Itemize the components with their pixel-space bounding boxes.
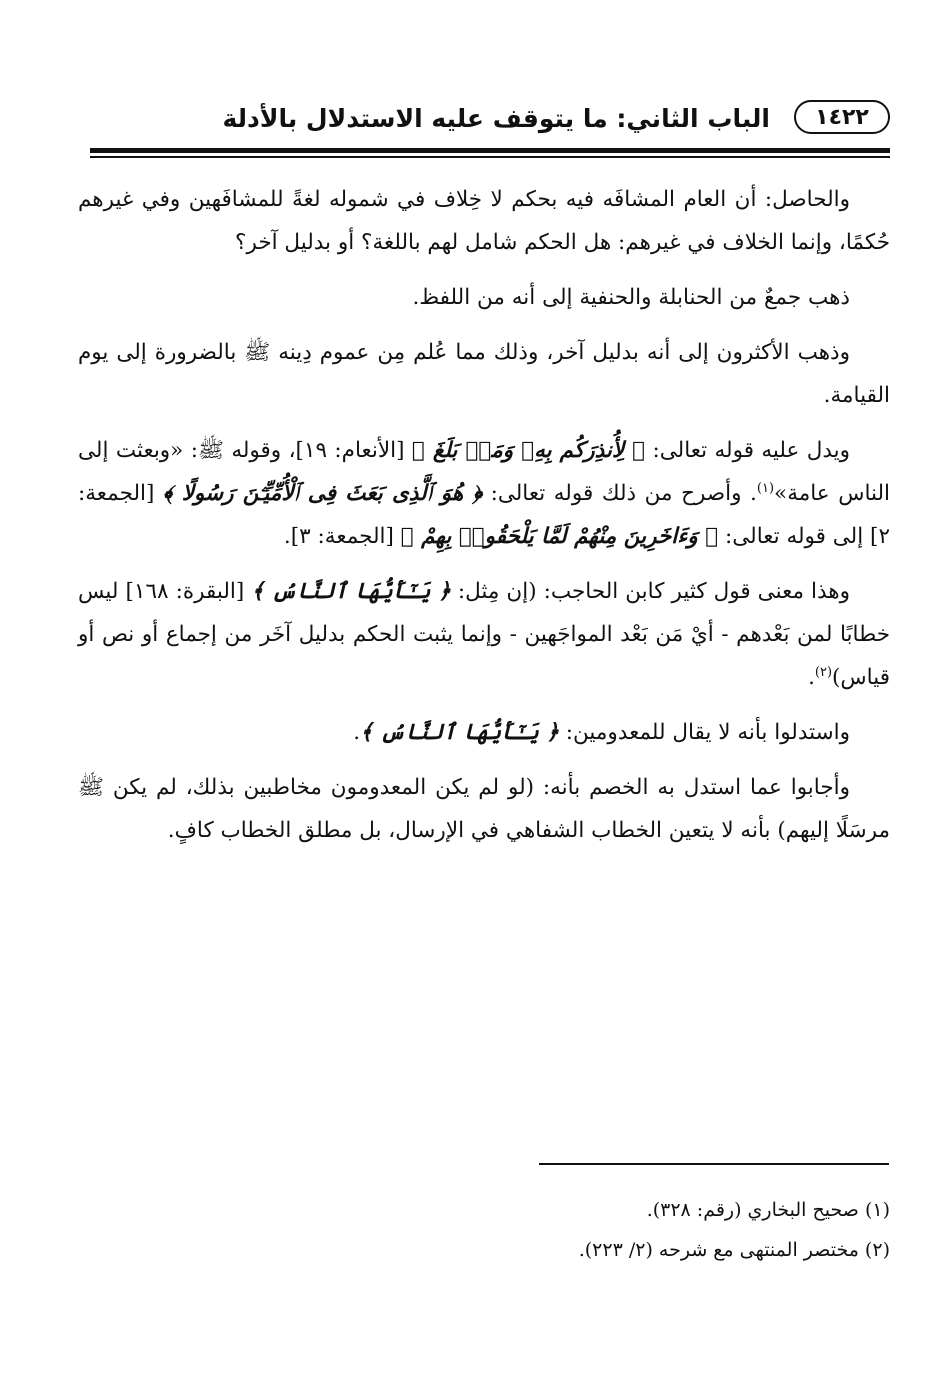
chapter-title: الباب الثاني: ما يتوقف عليه الاستدلال بالأدلة [222, 104, 770, 133]
footnote-item: (١) صحيح البخاري (رقم: ٣٢٨). [646, 1199, 890, 1221]
footnote-ref: (١) [756, 480, 775, 496]
footnotes [78, 1190, 890, 1270]
page-number-badge: ١٤٢٢ [794, 100, 890, 134]
text-run: . وأصرح من ذلك قوله تعالى: [481, 481, 757, 506]
quran-verse: ﴿ يَـٰٓأَيُّهَا ٱلنَّاسُ ﴾ [360, 720, 559, 745]
main-text [78, 178, 890, 864]
text-run: ويدل عليه قوله تعالى: [645, 438, 850, 463]
paragraph [78, 570, 890, 699]
paragraph: والحاصل: أن العام المشافَه فيه بحكم لا خِلاف في شموله لغةً للمشافَهين وفي غيرهم حُكمًا، وإنما الخلاف في غيرهم: هل الحكم شامل لهم باللغة؟ أو بدليل آخر؟ [78, 187, 890, 255]
header-rule-thin [90, 156, 890, 158]
text-run: . [808, 665, 815, 690]
paragraph: ذهب جمعٌ من الحنابلة والحنفية إلى أنه من اللفظ. [412, 285, 850, 310]
paragraph [78, 711, 890, 754]
text-run: واستدلوا بأنه لا يقال للمعدومين: [558, 720, 850, 745]
header-rule-thick [90, 148, 890, 153]
quran-verse: ﴿ يَـٰٓأَيُّهَا ٱلنَّاسُ ﴾ [251, 579, 451, 604]
quran-verse: ﴿ وَءَاخَرِينَ مِنْهُمْ لَمَّا يَلْحَقُوا۟ بِهِمْ ﴾ [400, 524, 719, 549]
paragraph [78, 429, 890, 558]
paragraph: وذهب الأكثرون إلى أنه بدليل آخر، وذلك مما عُلم مِن عموم دِينه ﷺ بالضرورة إلى يوم القيامة. [78, 340, 890, 408]
text-run: [الجمعة: ٢] إلى قوله تعالى: [78, 481, 890, 549]
footnote-item: (٢) مختصر المنتهى مع شرحه (٢/ ٢٢٣). [578, 1239, 890, 1261]
footnote-separator [539, 1163, 889, 1165]
quran-verse: ﴿ لِأُنذِرَكُم بِهِۦ وَمَنۢ بَلَغَ ﴾ [411, 438, 646, 463]
text-run: [البقرة: ١٦٨] ليس خطابًا لمن بَعْدهم - أيْ مَن بَعْد المواجَهين - وإنما يثبت الحكم بدليل آخَر من إجماع أو نص أو قياس) [78, 579, 890, 690]
running-header [78, 98, 890, 148]
paragraph: وأجابوا عما استدل به الخصم بأنه: (لو لم يكن المعدومون مخاطبين بذلك، لم يكن ﷺ مرسَلًا إليهم) بأنه لا يتعين الخطاب الشفاهي في الإرسال، بل مطلق الخطاب كافٍ. [78, 775, 890, 843]
text-run: وهذا معنى قول كثير كابن الحاجب: (إن مِثل: [450, 579, 850, 604]
text-run: . [353, 720, 361, 745]
text-run: [الجمعة: ٣]. [283, 524, 401, 549]
text-run: [الأنعام: ١٩]، وقوله ﷺ: «وبعثت إلى الناس عامة» [78, 438, 891, 506]
footnote-ref: (٢) [814, 664, 833, 680]
quran-verse: ﴿ هُوَ ٱلَّذِى بَعَثَ فِى ٱلْأُمِّيِّـۧنَ رَسُولًا ﴾ [162, 481, 482, 506]
